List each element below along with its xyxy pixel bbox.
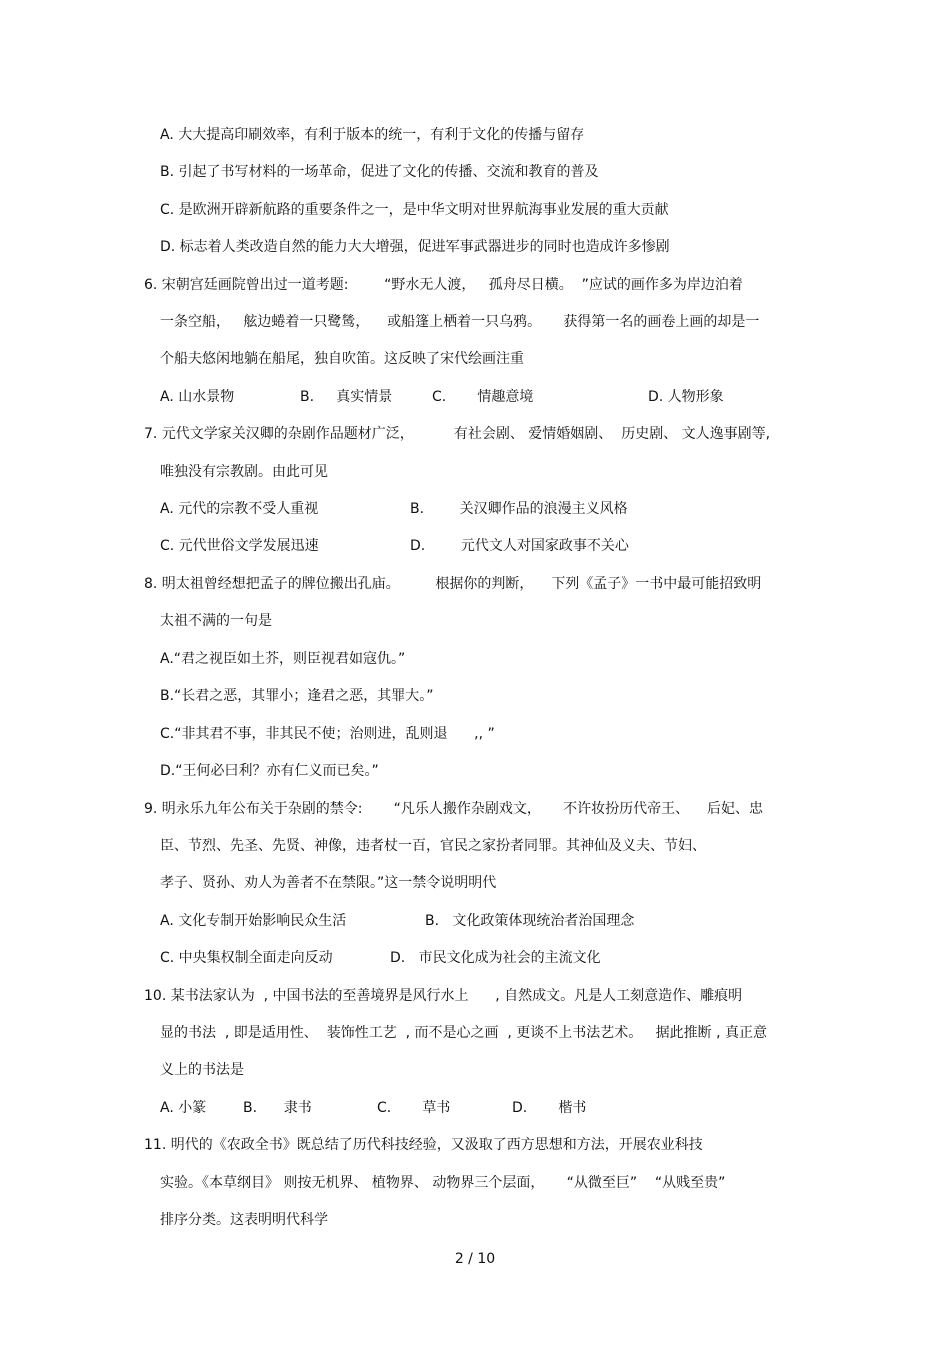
q9-option-a: A. 文化专制开始影响民众生活 bbox=[160, 913, 347, 929]
q6-option-b: B. 真实情景 bbox=[300, 389, 393, 405]
q6-option-c: C. 情趣意境 bbox=[432, 389, 534, 405]
q6-stem-line-2: 一条空船， 舷边蜷着一只鹭鸶， 或船篷上栖着一只乌鸦。 获得第一名的画卷上画的却是一 bbox=[160, 314, 760, 330]
q10-option-d: D. 楷书 bbox=[512, 1100, 587, 1116]
q9-stem-line-2: 臣、节烈、先圣、先贤、神像，违者杖一百，官民之家扮者同罪。其神仙及义夫、节妇、 bbox=[160, 838, 706, 854]
q8-stem-line-2: 太祖不满的一句是 bbox=[160, 613, 272, 629]
q9-option-c: C. 中央集权制全面走向反动 bbox=[160, 950, 333, 966]
q6-option-d: D. 人物形象 bbox=[648, 389, 724, 405]
q8-stem-line-1: 8. 明太祖曾经想把孟子的牌位搬出孔庙。 根据你的判断， 下列《孟子》一书中最可能招致明 bbox=[144, 576, 762, 592]
page-number: 2 / 10 bbox=[454, 1251, 496, 1267]
q5-option-a: A. 大大提高印刷效率，有利于版本的统一，有利于文化的传播与留存 bbox=[160, 127, 585, 143]
q8-option-d: D.“王何必曰利？亦有仁义而已矣。” bbox=[160, 763, 379, 779]
q6-stem-line-3: 个船夫悠闲地躺在船尾，独自吹笛。这反映了宋代绘画注重 bbox=[160, 351, 524, 367]
q9-option-d: D. 市民文化成为社会的主流文化 bbox=[390, 950, 601, 966]
q8-option-b: B.“长君之恶，其罪小；逢君之恶，其罪大。” bbox=[160, 688, 434, 704]
q10-stem-line-2: 显的书法 , 即是适用性、 装饰性工艺 , 而不是心之画 , 更谈不上书法艺术。 据此推断 , 真正意 bbox=[160, 1025, 768, 1041]
q11-stem-line-3: 排序分类。这表明明代科学 bbox=[160, 1212, 328, 1228]
q6-stem-line-1: 6. 宋朝宫廷画院曾出过一道考题: “野水无人渡， 孤舟尽日横。 ”应试的画作多为岸边泊着 bbox=[144, 277, 743, 293]
q8-option-c: C.“非其君不事，非其民不使；治则进，乱则退 ,, ” bbox=[160, 726, 495, 742]
q6-option-a: A. 山水景物 bbox=[160, 389, 235, 405]
q10-option-b: B. 隶书 bbox=[243, 1100, 312, 1116]
q11-stem-line-2: 实验。《本草纲目》 则按无机界、 植物界、 动物界三个层面， “从微至巨” “从贱至贵” bbox=[160, 1175, 726, 1191]
q10-option-c: C. 草书 bbox=[377, 1100, 451, 1116]
q8-option-a: A.“君之视臣如土芥，则臣视君如寇仇。” bbox=[160, 651, 406, 667]
q9-option-b: B. 文化政策体现统治者治国理念 bbox=[425, 913, 635, 929]
q7-stem-line-1: 7. 元代文学家关汉卿的杂剧作品题材广泛， 有社会剧、 爱情婚姻剧、 历史剧、 文人逸事剧等, bbox=[144, 426, 771, 442]
q7-option-a: A. 元代的宗教不受人重视 bbox=[160, 501, 319, 517]
q9-stem-line-1: 9. 明永乐九年公布关于杂剧的禁令: “凡乐人搬作杂剧戏文， 不许妆扮历代帝王、 后妃、忠 bbox=[144, 801, 763, 817]
q7-option-c: C. 元代世俗文学发展迅速 bbox=[160, 538, 319, 554]
q10-stem-line-3: 义上的书法是 bbox=[160, 1062, 244, 1078]
q5-option-d: D. 标志着人类改造自然的能力大大增强，促进军事武器进步的同时也造成许多惨剧 bbox=[160, 239, 670, 255]
q9-stem-line-3: 孝子、贤孙、劝人为善者不在禁限。”这一禁令说明明代 bbox=[160, 875, 497, 891]
q7-option-b: B. 关汉卿作品的浪漫主义风格 bbox=[410, 501, 628, 517]
q7-option-d: D. 元代文人对国家政事不关心 bbox=[410, 538, 629, 554]
q5-option-c: C. 是欧洲开辟新航路的重要条件之一，是中华文明对世界航海事业发展的重大贡献 bbox=[160, 202, 669, 218]
q10-option-a: A. 小篆 bbox=[160, 1100, 207, 1116]
q10-stem-line-1: 10. 某书法家认为 , 中国书法的至善境界是风行水上 , 自然成文。凡是人工刻意造作、雕痕明 bbox=[144, 988, 743, 1004]
q5-option-b: B. 引起了书写材料的一场革命，促进了文化的传播、交流和教育的普及 bbox=[160, 164, 599, 180]
q7-stem-line-2: 唯独没有宗教剧。由此可见 bbox=[160, 464, 328, 480]
q11-stem-line-1: 11. 明代的《农政全书》既总结了历代科技经验，又汲取了西方思想和方法，开展农业科技 bbox=[144, 1137, 703, 1153]
